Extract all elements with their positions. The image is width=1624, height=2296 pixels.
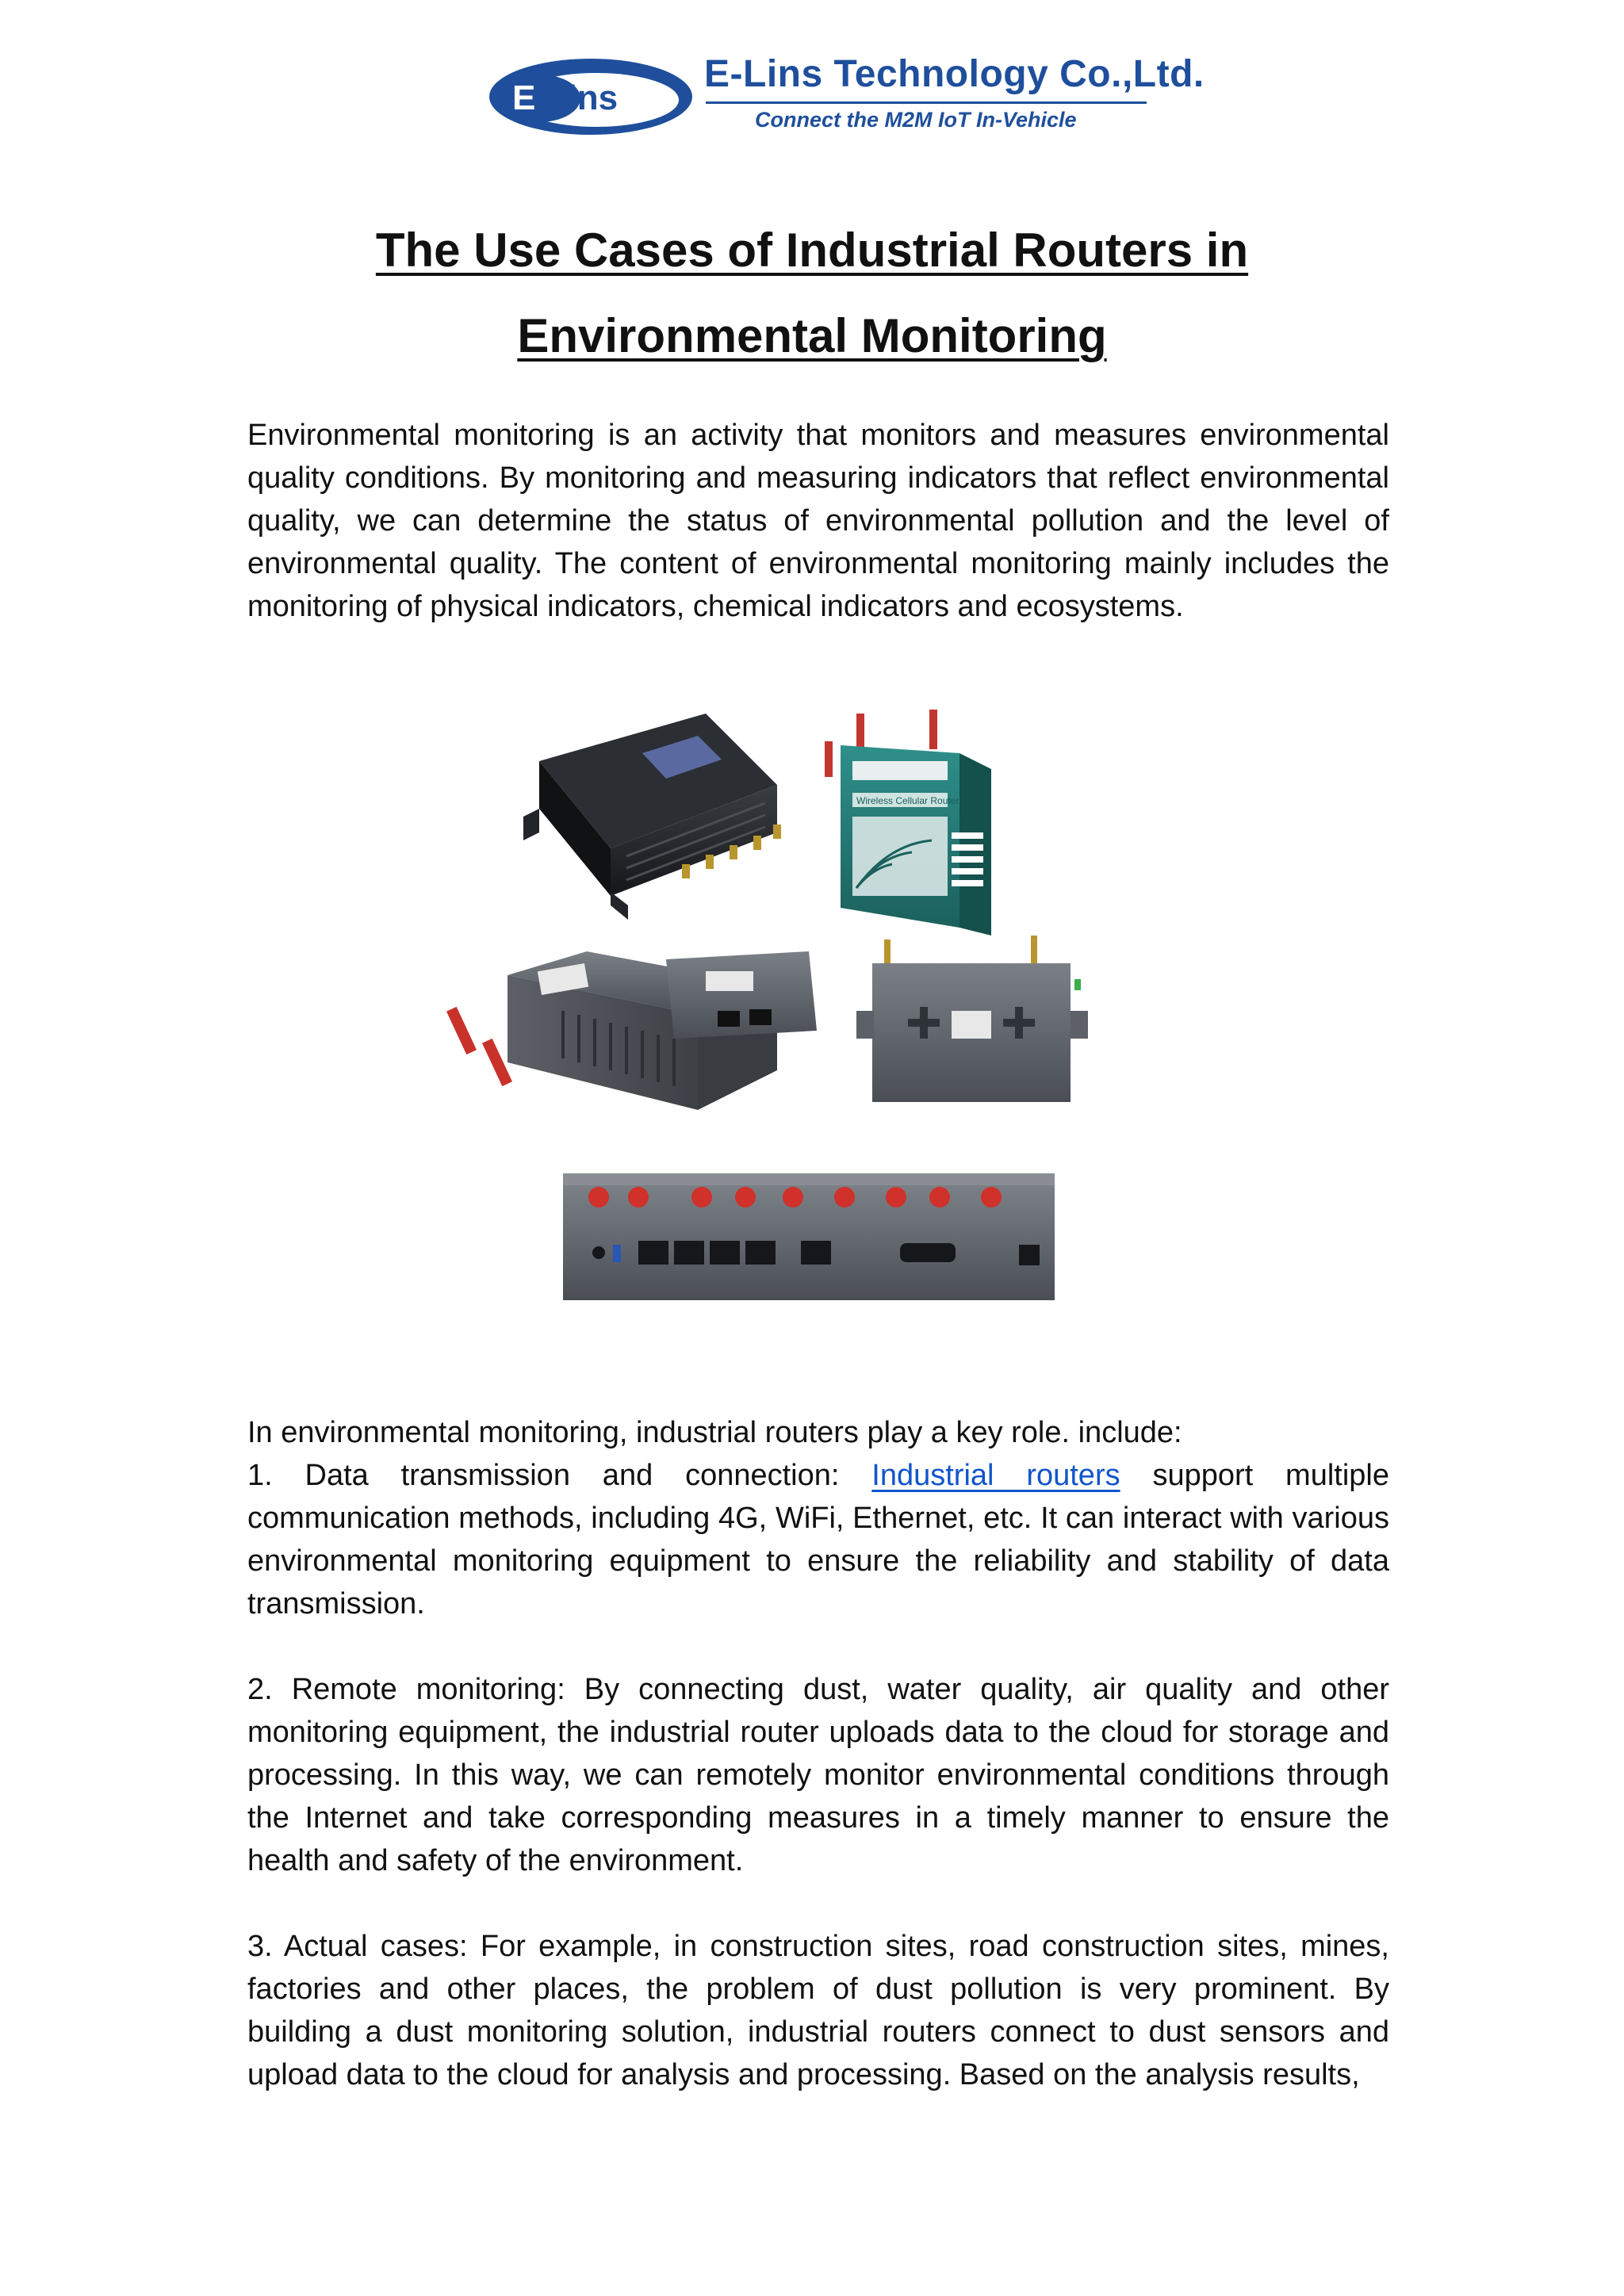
router-black-finned: [523, 714, 781, 920]
router-grey-antenna: [446, 951, 817, 1110]
title-line-2: Environmental Monitoring: [517, 309, 1107, 362]
router-multiport: [563, 1173, 1055, 1300]
page-title: [238, 208, 1386, 379]
logo-mark-text: -Lins: [534, 78, 619, 117]
intro-paragraph: Environmental monitoring is an activity that monitors and measures environmental quality conditions. By monitoring and measuring indicators that reflect environmental quality, we can determine the status of environmental pollution and the level of environmental quality. The content of environmental monitoring mainly includes the monitoring of physical indicators, chemical indicators and ecosystems.: [247, 419, 1389, 623]
company-logo: [485, 49, 1205, 144]
logo-mark-letter-e: E: [512, 78, 536, 117]
elins-logo-mark: [485, 54, 696, 140]
title-line-1: The Use Cases of Industrial Routers in: [375, 224, 1249, 277]
company-name: E-Lins Technology Co.,Ltd.: [704, 53, 1205, 95]
point-1-prefix: 1. Data transmission and connection:: [247, 1459, 872, 1492]
point-2-paragraph: 2. Remote monitoring: By connecting dust, water quality, air quality and other monitoring equipment, the industrial router uploads data to the cloud for storage and processing. In this way, we can remotely monitor environmental conditions through the Internet and take corresponding measures in a timely manner to ensure the health and safety of the environment.: [247, 1673, 1389, 1877]
industrial-routers-link[interactable]: Industrial routers: [871, 1459, 1120, 1492]
router-product-image: [444, 698, 1158, 1308]
router-teal-panel: [825, 710, 991, 936]
router-flat-grey: [856, 936, 1088, 1102]
panel-label: Wireless Cellular Router: [856, 795, 959, 806]
router-illustration: [444, 698, 1158, 1308]
point-1-suffix: support multiple communication methods, including 4G, WiFi, Ethernet, etc. It can interact with various environmental monitoring equipment to ensure the reliability and stability of data transmission.: [247, 1459, 1389, 1621]
point-3-paragraph: 3. Actual cases: For example, in construction sites, road construction sites, mines, factories and other places, the problem of dust pollution is very prominent. By building a dust monitoring solution, industrial routers connect to dust sensors and upload data to the cloud for analysis and processing. Based on the analysis results,: [247, 1930, 1389, 2091]
company-tagline: Connect the M2M IoT In-Vehicle: [755, 108, 1077, 132]
logo-divider: [706, 101, 1147, 104]
lead-paragraph: In environmental monitoring, industrial routers play a key role. include:: [247, 1416, 1182, 1449]
point-1-paragraph: [247, 1454, 1389, 1625]
